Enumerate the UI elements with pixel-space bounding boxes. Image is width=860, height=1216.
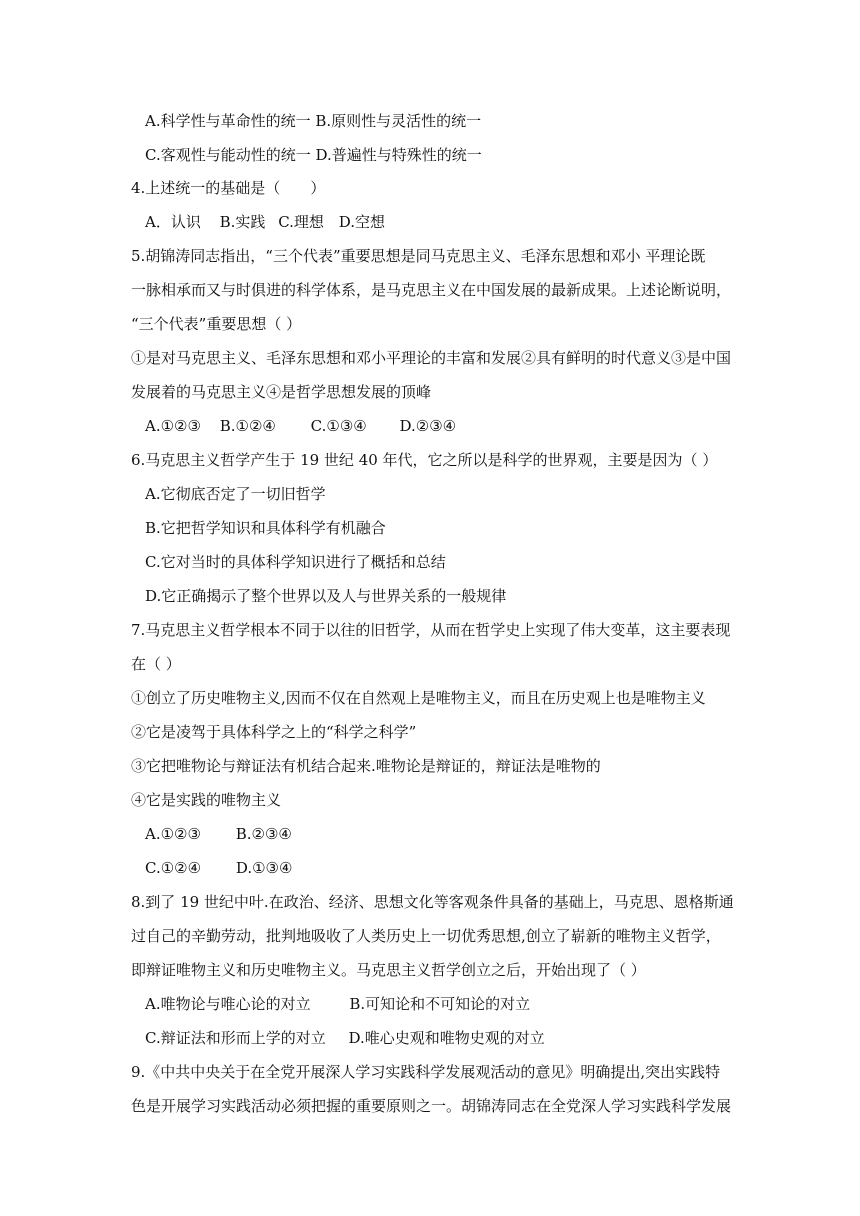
q7-stem-line-2: 在（ ） (131, 655, 181, 673)
q5-option-b: B.①②④ (219, 417, 276, 435)
q8-options-ab (145, 994, 530, 1014)
q3-options-cd: C.客观性与能动性的统一 D.普遍性与特殊性的统一 (145, 146, 482, 164)
q5-stem-line-3: “三个代表”重要思想（ ） (131, 315, 302, 333)
q7-option-a: A.①②③ (145, 825, 201, 843)
q7-item-2: ②它是凌驾于具体科学之上的“科学之科学” (131, 723, 417, 741)
q3-options-ab: A.科学性与革命性的统一 B.原则性与灵活性的统一 (145, 112, 482, 130)
q6-option-b: B.它把哲学知识和具体科学有机融合 (145, 519, 386, 537)
q6-option-d: D.它正确揭示了整个世界以及人与世界关系的一般规律 (145, 587, 507, 605)
q7-option-c: C.①②④ (145, 859, 202, 877)
q6-option-c: C.它对当时的具体科学知识进行了概括和总结 (145, 553, 446, 571)
q7-options-ab (145, 824, 292, 844)
q7-item-3: ③它把唯物论与辩证法有机结合起来.唯物论是辩证的，辩证法是唯物的 (131, 757, 601, 775)
q4-option-b: B.实践 (219, 213, 266, 231)
q5-option-d: D.②③④ (399, 417, 457, 435)
q5-items-line-1: ①是对马克思主义、毛泽东思想和邓小平理论的丰富和发展②具有鲜明的时代意义③是中国 (131, 349, 732, 367)
q7-option-d: D.①③④ (235, 859, 293, 877)
q8-stem-line-2: 过自己的辛勤劳动，批判地吸收了人类历史上一切优秀思想,创立了崭新的唯物主义哲学， (131, 927, 721, 945)
q9-stem-line-1: 9.《中共中央关于在全党开展深人学习实践科学发展观活动的意见》明确提出,突出实践特 (131, 1063, 721, 1081)
q6-stem: 6.马克思主义哲学产生于 19 世纪 40 年代，它之所以是科学的世界观，主要是因为（ ） (131, 451, 718, 469)
q4-options (145, 212, 385, 232)
q5-stem-line-1: 5.胡锦涛同志指出，“三个代表”重要思想是同马克思主义、毛泽东思想和邓小 平理论既 (131, 247, 706, 265)
q5-option-a: A.①②③ (145, 417, 201, 435)
q7-item-1: ①创立了历史唯物主义,因而不仅在自然观上是唯物主义，而且在历史观上也是唯物主义 (131, 689, 706, 707)
q4-stem: 4.上述统一的基础是（ ） (131, 179, 326, 197)
q5-items-line-2: 发展着的马克思主义④是哲学思想发展的顶峰 (131, 383, 432, 401)
q8-option-d: D.唯心史观和唯物史观的对立 (348, 1029, 545, 1047)
q5-options (145, 416, 456, 436)
q7-options-cd (145, 858, 292, 878)
q4-option-d: D.空想 (338, 213, 385, 231)
q4-option-a: A．认识 (145, 213, 201, 231)
q8-options-cd (145, 1028, 545, 1048)
q8-option-b: B.可知论和不可知论的对立 (349, 995, 531, 1013)
q8-option-a: A.唯物论与唯心论的对立 (145, 995, 311, 1013)
q5-option-c: C.①③④ (310, 417, 367, 435)
q8-stem-line-1: 8.到了 19 世纪中叶.在政治、经济、思想文化等客观条件具备的基础上，马克思、恩格斯通 (131, 893, 734, 911)
q7-stem-line-1: 7.马克思主义哲学根本不同于以往的旧哲学，从而在哲学史上实现了伟大变革，这主要表现 (131, 621, 731, 639)
q4-option-c: C.理想 (278, 213, 324, 231)
q8-stem-line-3: 即辩证唯物主义和历史唯物主义。马克思主义哲学创立之后，开始出现了（ ） (131, 961, 646, 979)
q8-option-c: C.辩证法和形而上学的对立 (145, 1029, 326, 1047)
q7-item-4: ④它是实践的唯物主义 (131, 791, 282, 809)
q9-stem-line-2: 色是开展学习实践活动必须把握的重要原则之一。胡锦涛同志在全党深人学习实践科学发展 (131, 1097, 732, 1115)
q5-stem-line-2: 一脉相承而又与时俱进的科学体系，是马克思主义在中国发展的最新成果。上述论断说明， (131, 281, 732, 299)
q6-option-a: A.它彻底否定了一切旧哲学 (145, 485, 326, 503)
q7-option-b: B.②③④ (235, 825, 292, 843)
